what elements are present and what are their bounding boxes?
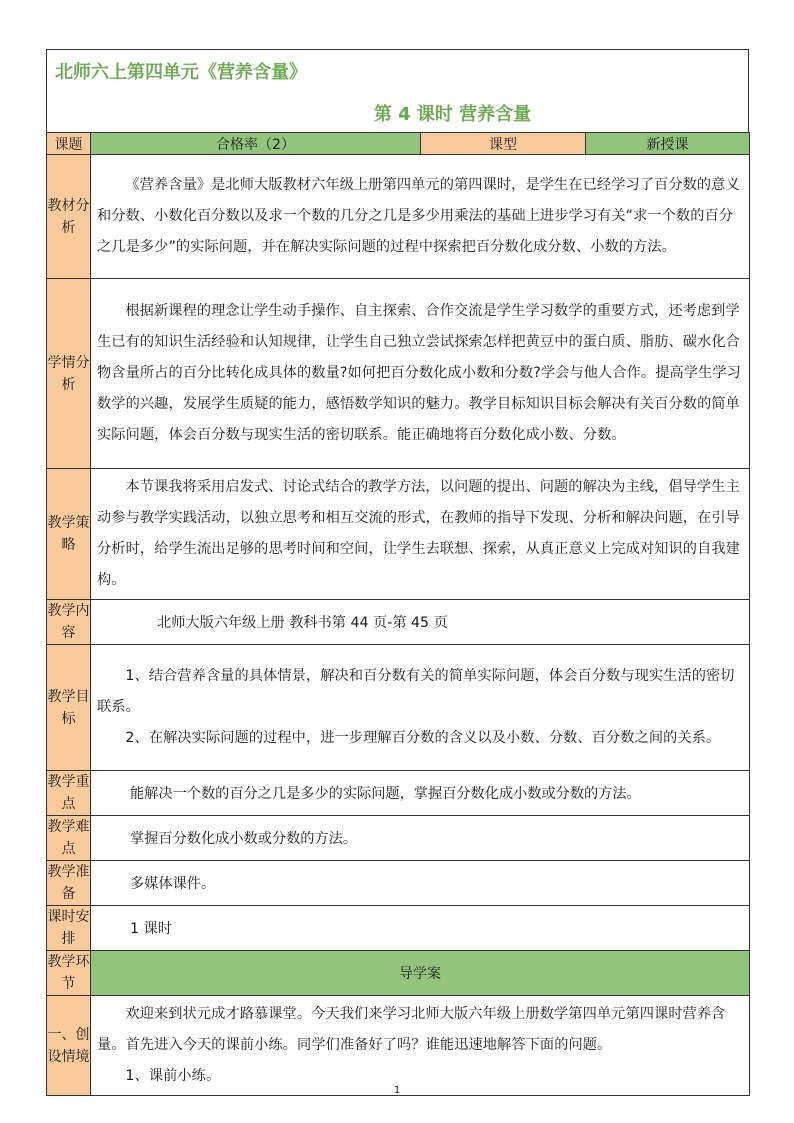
intro-row	[47, 996, 750, 1096]
goals-label: 教学目标	[47, 645, 91, 771]
type-value: 新授课	[586, 133, 750, 155]
process-row	[47, 951, 750, 996]
topic-value: 合格率（2）	[91, 133, 421, 155]
process-text: 导学案	[91, 951, 750, 996]
material-text: 《营养含量》是北师大版教材六年级上册第四单元的第四课时，是学生在已经学习了百分数的意义和分数、小数化百分数以及求一个数的几分之几是多少用乘法的基础上进步学习有关“求一个数的百分之几是多少”的实际问题，并在解决实际问题的过程中探索把百分数化成分数、小数的方法。	[91, 155, 750, 279]
type-label: 课型	[421, 133, 586, 155]
material-row	[47, 155, 750, 279]
schedule-label: 课时安排	[47, 906, 91, 951]
difficulty-label: 教学难点	[47, 816, 91, 861]
prep-row	[47, 861, 750, 906]
lesson-title: 第 4 课时 营养含量	[373, 104, 532, 125]
goals-text	[91, 645, 750, 771]
goal-item: 1、结合营养含量的具体情景，解决和百分数有关的简单实际问题，体会百分数与现实生活的密切联系。	[97, 668, 735, 715]
difficulty-text: 掌握百分数化成小数或分数的方法。	[91, 816, 750, 861]
goals-row	[47, 645, 750, 771]
prep-text: 多媒体课件。	[91, 861, 750, 906]
students-row	[47, 279, 750, 469]
page-number: 1	[393, 1085, 401, 1096]
students-text: 根据新课程的理念让学生动手操作、自主探索、合作交流是学生学习数学的重要方式，还考虑到学生已有的知识生活经验和认知规律，让学生自己独立尝试探索怎样把黄豆中的蛋白质、脂肪、碳水化合物含量所占的百分比转化成具体的数量?如何把百分数化成小数和分数?学会与他人合作。提高学生学习数学的兴趣，发展学生质疑的能力，感悟数学知识的魅力。教学目标知识目标会解决有关百分数的简单实际问题，体会百分数与现实生活的密切联系。能正确地将百分数化成小数、分数。	[91, 279, 750, 469]
difficulty-row	[47, 816, 750, 861]
intro-sub: 1、课前小练。	[125, 1068, 221, 1084]
strategy-text: 本节课我将采用启发式、讨论式结合的教学方法，以问题的提出、问题的解决为主线，倡导学生主动参与教学实践活动，以独立思考和相互交流的形式，在教师的指导下发现、分析和解决问题，在引导分析时，给学生流出足够的思考时间和空间，让学生去联想、探索，从真正意义上完成对知识的自我建构。	[91, 469, 750, 600]
unit-title: 北师六上第四单元《营养含量》	[55, 62, 307, 83]
intro-paragraph: 欢迎来到状元成才路慕课堂。今天我们来学习北师大版六年级上册数学第四单元第四课时营养含量。首先进入今天的课前小练。同学们准备好了吗？谁能迅速地解答下面的问题。	[97, 1006, 726, 1053]
content-label: 教学内容	[47, 600, 91, 645]
intro-text	[91, 996, 750, 1096]
prep-label: 教学准备	[47, 861, 91, 906]
strategy-label: 教学策略	[47, 469, 91, 600]
students-label: 学情分析	[47, 279, 91, 469]
content-row	[47, 600, 750, 645]
key-row	[47, 771, 750, 816]
content-text: 北师大版六年级上册 教科书第 44 页-第 45 页	[91, 600, 750, 645]
process-label: 教学环节	[47, 951, 91, 996]
key-label: 教学重点	[47, 771, 91, 816]
info-row	[47, 133, 750, 155]
lesson-plan	[46, 49, 749, 1096]
schedule-row	[47, 906, 750, 951]
strategy-row	[47, 469, 750, 600]
intro-label: 一、创设情境	[47, 996, 91, 1096]
schedule-text: 1 课时	[91, 906, 750, 951]
key-text: 能解决一个数的百分之几是多少的实际问题，掌握百分数化成小数或分数的方法。	[91, 771, 750, 816]
lesson-table	[46, 132, 750, 1096]
title-block	[46, 49, 749, 132]
goal-item: 2、在解决实际问题的过程中，进一步理解百分数的含义以及小数、分数、百分数之间的关系。	[125, 730, 721, 746]
material-label: 教材分析	[47, 155, 91, 279]
topic-label: 课题	[47, 133, 91, 155]
